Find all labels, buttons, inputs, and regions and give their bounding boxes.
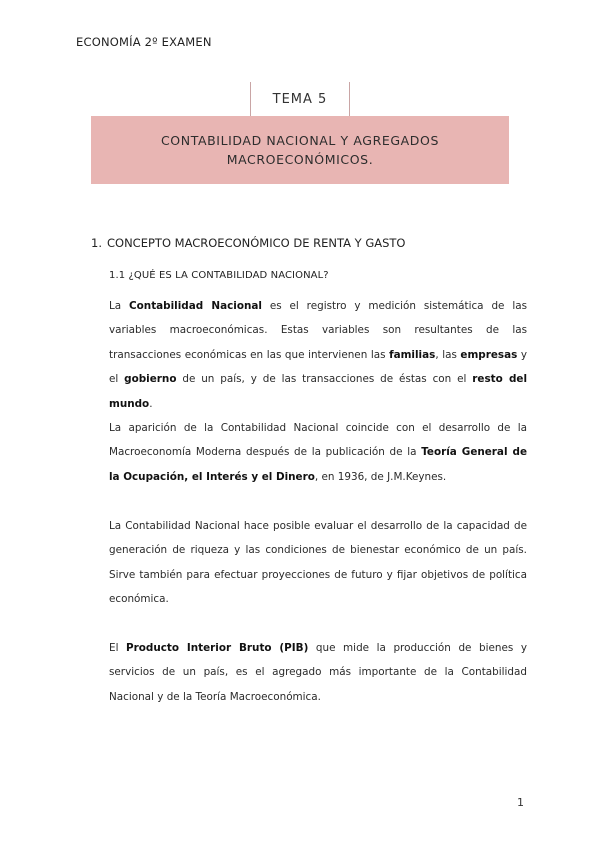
tema-label: TEMA 5 xyxy=(250,82,350,116)
term-familias: familias xyxy=(389,348,436,361)
chapter-title: CONTABILIDAD NACIONAL Y AGREGADOS MACROECONÓMICOS. xyxy=(160,133,440,167)
title-banner xyxy=(91,116,509,184)
term-gobierno: gobierno xyxy=(124,373,177,386)
section-title: CONCEPTO MACROECONÓMICO DE RENTA Y GASTO xyxy=(107,236,406,250)
subsection-heading: 1.1 ¿QUÉ ES LA CONTABILIDAD NACIONAL? xyxy=(109,270,329,281)
running-header: ECONOMÍA 2º EXAMEN xyxy=(76,35,212,49)
section-heading xyxy=(91,236,405,250)
section-number: 1. xyxy=(91,236,102,250)
term-contabilidad-nacional: Contabilidad Nacional xyxy=(129,300,262,312)
term-pib: Producto Interior Bruto (PIB) xyxy=(126,642,309,654)
paragraph-1: La Contabilidad Nacional es el registro y medición sistemática de las variables macroeconómicas. Estas variables son resultantes de las transacciones económicas en las que intervienen las familias, las empresas y el gobierno de un país, y de las transacciones de éstas con el resto del mundo. xyxy=(109,300,528,410)
paragraph-4: El Producto Interior Bruto (PIB) que mide la producción de bienes y servicios de un país, es el agregado más importante de la Contabilidad Nacional y de la Teoría Macroeconómica. xyxy=(109,642,527,703)
page-number: 1 xyxy=(517,796,524,809)
term-teoria-general: Teoría General de la Ocupación, el Interés y el Dinero xyxy=(109,446,527,483)
term-empresas: empresas xyxy=(460,348,518,361)
paragraph-2: La aparición de la Contabilidad Nacional coincide con el desarrollo de la Macroeconomía Moderna después de la publicación de la Teoría General de la Ocupación, el Interés y el Dinero, en 1936, de J.M.Keynes. xyxy=(109,422,527,483)
term-resto-del-mundo: resto del mundo xyxy=(109,373,527,410)
paragraph-3: La Contabilidad Nacional hace posible evaluar el desarrollo de la capacidad de generación de riqueza y las condiciones de bienestar económico de un país. Sirve también para efectuar proyecciones de futuro y fijar objetivos de política económica. xyxy=(109,520,527,606)
